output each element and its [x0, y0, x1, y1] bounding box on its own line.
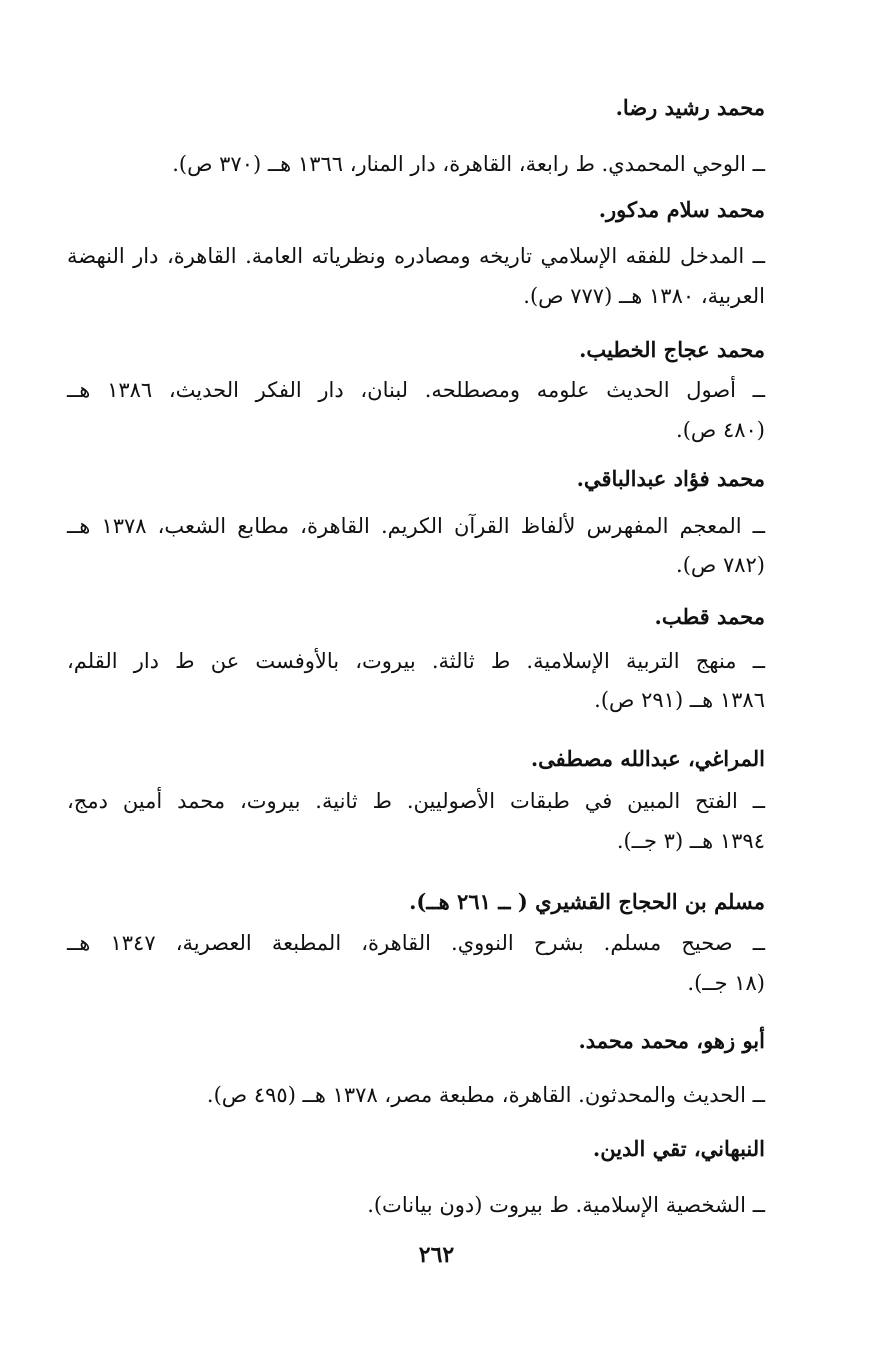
entry-author: النبهاني، تقي الدين.	[592, 1136, 765, 1161]
entry-author: محمد سلام مدكور.	[598, 197, 765, 222]
entry-author: محمد رشيد رضا.	[615, 95, 765, 120]
entry-reference-line: ــ المعجم المفهرس لألفاظ القرآن الكريم. القاهرة، مطابع الشعب، ١٣٧٨ هــ	[67, 514, 765, 538]
entry-reference-line: ــ صحيح مسلم. بشرح النووي. القاهرة، المطبعة العصرية، ١٣٤٧ هــ	[67, 931, 766, 955]
entry-reference-line: (٧٨٢ ص).	[676, 553, 765, 577]
entry-author: محمد فؤاد عبدالباقي.	[576, 466, 765, 491]
entry-reference-line: ١٣٩٤ هــ (٣ جــ).	[616, 829, 765, 853]
entry-reference-line: ــ منهج التربية الإسلامية. ط ثالثة. بيروت، بالأوفست عن ط دار القلم،	[67, 649, 765, 673]
entry-reference-line: ــ الشخصية الإسلامية. ط بيروت (دون بيانات).	[367, 1193, 765, 1217]
entry-reference-line: (٤٨٠ ص).	[676, 418, 765, 442]
page-number: ٢٦٢	[418, 1242, 455, 1268]
entry-author: محمد قطب.	[654, 604, 765, 629]
entry-reference-line: ــ أصول الحديث علومه ومصطلحه. لبنان، دار الفكر الحديث، ١٣٨٦ هــ	[67, 378, 765, 402]
entry-reference-line: (١٨ جــ).	[687, 971, 765, 995]
entry-reference-line: ــ الوحي المحمدي. ط رابعة، القاهرة، دار المنار، ١٣٦٦ هــ (٣٧٠ ص).	[172, 152, 765, 176]
entry-reference-line: ١٣٨٦ هــ (٢٩١ ص).	[594, 688, 765, 712]
entry-reference-line: ــ المدخل للفقه الإسلامي تاريخه ومصادره ونظرياته العامة. القاهرة، دار النهضة	[67, 244, 765, 268]
entry-author: أبو زهو، محمد محمد.	[578, 1028, 765, 1053]
entry-reference-line: ــ الفتح المبين في طبقات الأصوليين. ط ثانية. بيروت، محمد أمين دمج،	[67, 789, 765, 813]
entry-author: محمد عجاج الخطيب.	[579, 337, 765, 362]
entry-reference-line: ــ الحديث والمحدثون. القاهرة، مطبعة مصر، ١٣٧٨ هــ (٤٩٥ ص).	[206, 1083, 765, 1107]
entry-reference-line: العربية، ١٣٨٠ هــ (٧٧٧ ص).	[523, 284, 765, 308]
entry-author: مسلم بن الحجاج القشيري ( ــ ٢٦١ هــ).	[409, 889, 765, 914]
entry-author: المراغي، عبدالله مصطفى.	[530, 746, 765, 771]
